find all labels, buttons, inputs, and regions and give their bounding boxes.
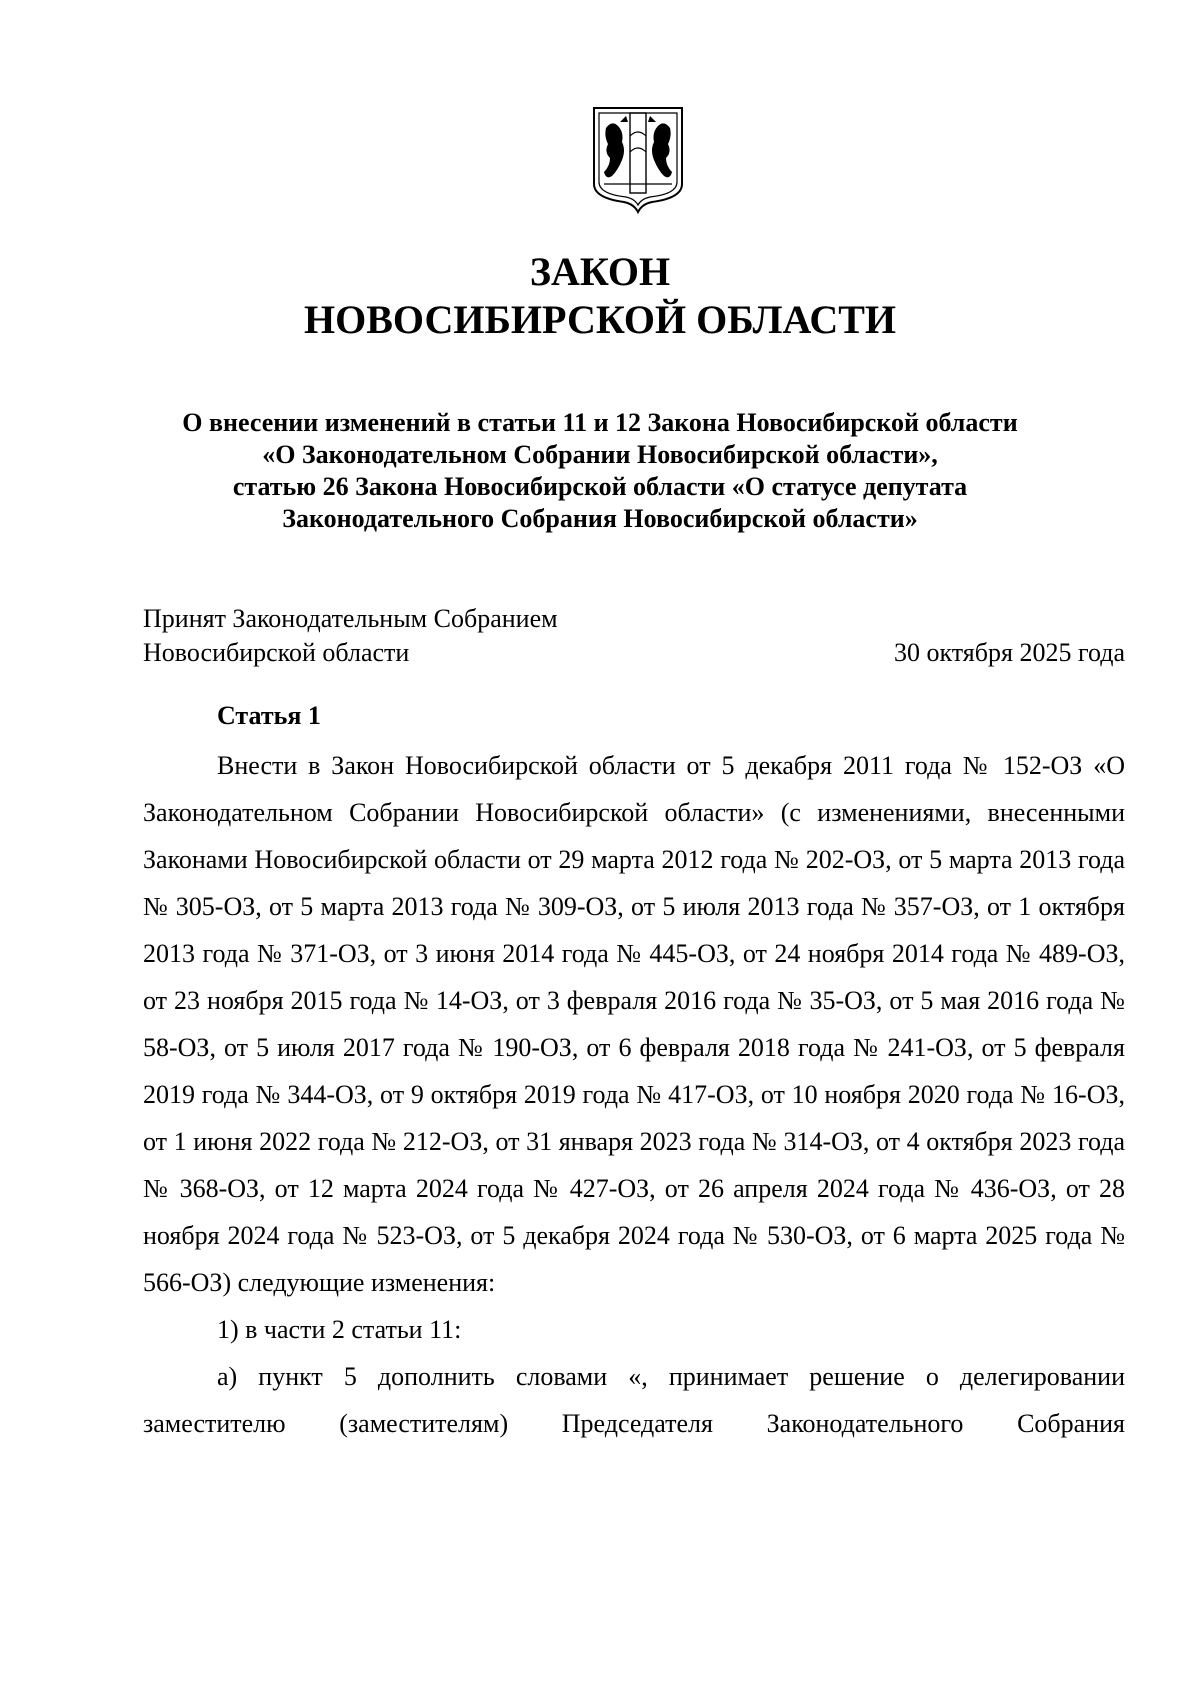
- law-subtitle: [140, 407, 1060, 535]
- document-title-line1: ЗАКОН: [529, 249, 671, 294]
- document-title-line2: НОВОСИБИРСКОЙ ОБЛАСТИ: [303, 297, 897, 342]
- subtitle-line1: О внесении изменений в статьи 11 и 12 Закона Новосибирской области: [182, 408, 1018, 437]
- article-body: [143, 742, 1125, 1447]
- subtitle-line3: статью 26 Закона Новосибирской области «О статусе депутата: [232, 472, 968, 501]
- subtitle-line2: «О Законодательном Собрании Новосибирской области»,: [262, 440, 938, 469]
- adoption-line2: Новосибирской области: [143, 638, 410, 667]
- article-paragraph-3: а) пункт 5 дополнить словами «, принимает решение о делегировании заместителю (заместителям) Председателя Законодательного Собрания: [143, 1362, 1125, 1438]
- article-paragraph-2: 1) в части 2 статьи 11:: [217, 1315, 462, 1344]
- subtitle-line4: Законодательного Собрания Новосибирской области»: [282, 504, 918, 533]
- adoption-line1: Принят Законодательным Собранием: [143, 604, 558, 633]
- adoption-date: 30 октября 2025 года: [894, 638, 1125, 667]
- adoption-note: [143, 602, 558, 670]
- article-heading: Статья 1: [217, 701, 321, 730]
- coat-of-arms-icon: [592, 106, 684, 214]
- article-paragraph-1: Внести в Закон Новосибирской области от 5 декабря 2011 года № 152-ОЗ «О Законодательном Собрании Новосибирской области» (с изменениями, внесенными Законами Новосибирской области от 29 марта 2012 года № 202-ОЗ, от 5 марта 2013 года № 305-ОЗ, от 5 марта 2013 года № 309-ОЗ, от 5 июля 2013 года № 357-ОЗ, от 1 октября 2013 года № 371-ОЗ, от 3 июня 2014 года № 445-ОЗ, от 24 ноября 2014 года № 489-ОЗ, от 23 ноября 2015 года № 14-ОЗ, от 3 февраля 2016 года № 35-ОЗ, от 5 мая 2016 года № 58-ОЗ, от 5 июля 2017 года № 190-ОЗ, от 6 февраля 2018 года № 241-ОЗ, от 5 февраля 2019 года № 344-ОЗ, от 9 октября 2019 года № 417-ОЗ, от 10 ноября 2020 года № 16-ОЗ, от 1 июня 2022 года № 212-ОЗ, от 31 января 2023 года № 314-ОЗ, от 4 октября 2023 года № 368-ОЗ, от 12 марта 2024 года № 427-ОЗ, от 26 апреля 2024 года № 436-ОЗ, от 28 ноября 2024 года № 523-ОЗ, от 5 декабря 2024 года № 530-ОЗ, от 6 марта 2025 года № 566-ОЗ) следующие изменения:: [143, 751, 1125, 1297]
